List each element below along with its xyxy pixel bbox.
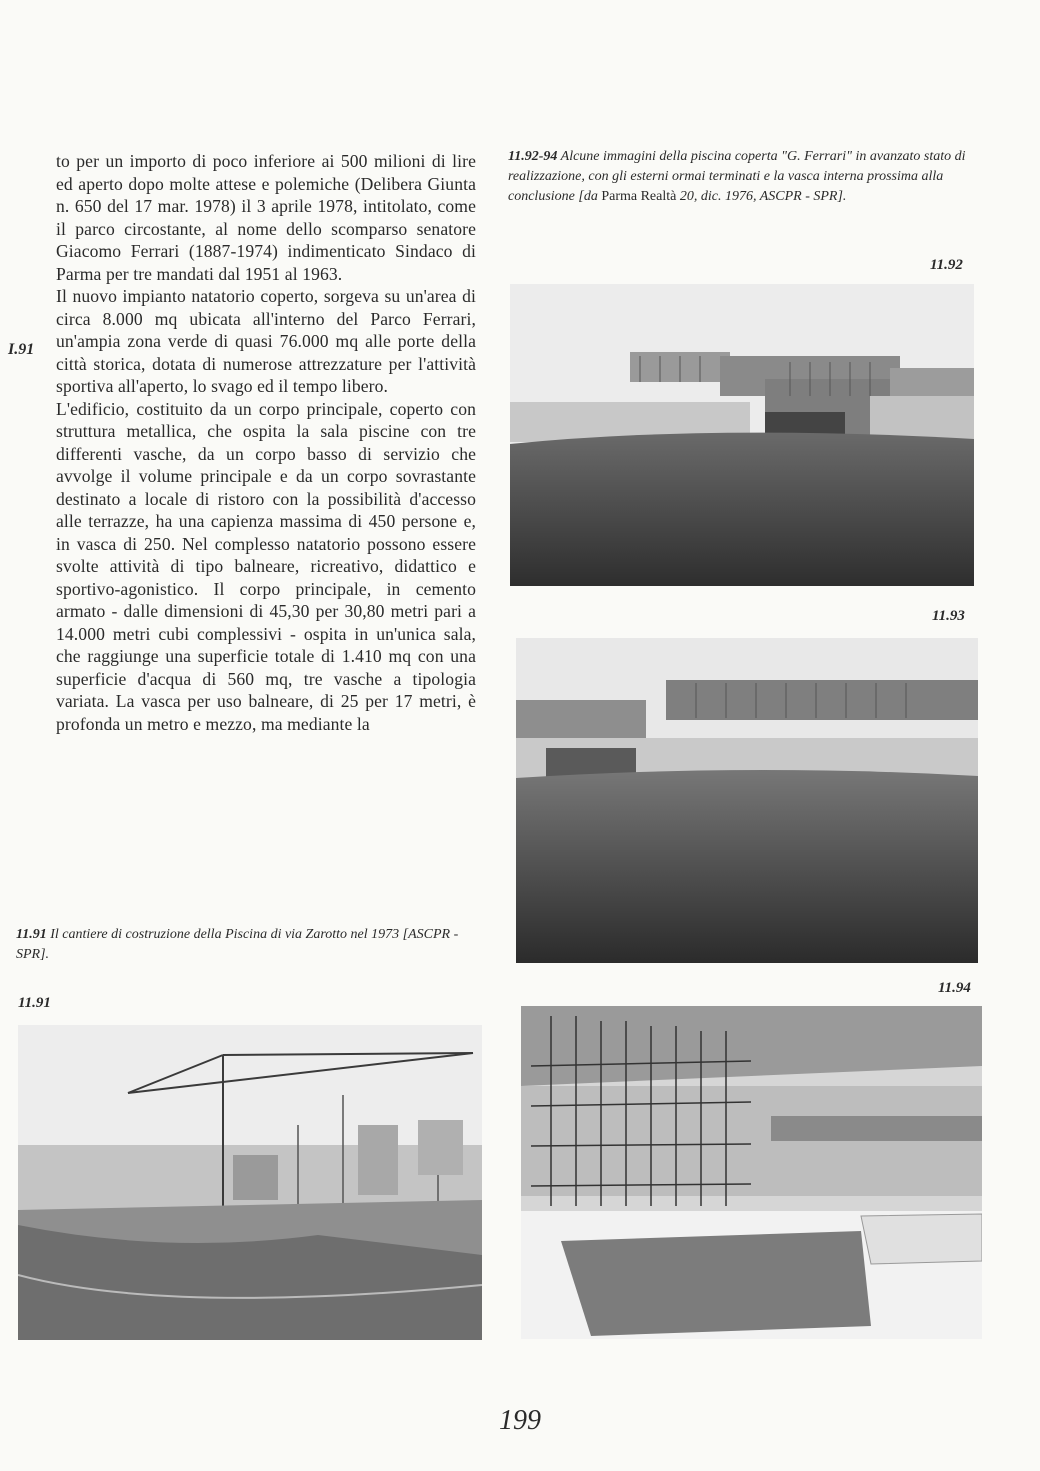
- caption-figure-91: [16, 925, 486, 965]
- figure-label-11-92: 11.92: [930, 257, 963, 273]
- caption-text: Alcune immagini della piscina coperta "G. Ferrari" in avanzato stato di realizzazione, con gli esterni ormai terminati e la vasca interna prossima alla conclusione [da: [508, 149, 966, 204]
- caption-text: Il cantiere di costruzione della Piscina di via Zarotto nel 1973 [ASCPR - SPR].: [16, 927, 459, 962]
- caption-source: Parma Realtà: [601, 189, 677, 204]
- caption-ref: 11.92-94: [508, 149, 558, 164]
- figure-label-11-93: 11.93: [932, 608, 965, 624]
- caption-text-end: 20, dic. 1976, ASCPR - SPR].: [676, 189, 847, 204]
- margin-figure-reference: I.91: [8, 341, 35, 358]
- caption-ref: 11.91: [16, 927, 47, 942]
- photo-pool-interior: [521, 1006, 982, 1339]
- body-paragraph: L'edificio, costituito da un corpo principale, coperto con struttura metallica, che ospita la sala piscine con tre differenti vasche, da un corpo basso di servizio che avvolge il volume principale e da un corpo sovrastante destinato a locale di ristoro con la possibilità d'accesso alle terrazze, ha una capienza massima di 450 persone e, in vasca di 250. Nel complesso natatorio possono essere svolte attività di tipo balneare, ricreativo, didattico e sportivo-agonistico. Il corpo principale, in cemento armato - dalle dimensioni di 45,30 per 30,80 metri pari a 14.000 metri cubi complessivi - ospita in un'unica sala, che raggiunge una superficie totale di 1.410 mq con una superficie d'acqua di 560 mq, tre vasche a tipologia variata. La vasca per uso balneare, di 25 per 17 metri, è profonda un metro e mezzo, ma mediante la: [56, 398, 476, 734]
- photo-pool-exterior-1: [510, 284, 974, 586]
- body-text: [56, 150, 476, 735]
- caption-figures-92-94: [508, 147, 973, 207]
- figure-label-11-91: 11.91: [18, 995, 51, 1011]
- body-paragraph: Il nuovo impianto natatorio coperto, sorgeva su un'area di circa 8.000 mq ubicata all'interno del Parco Ferrari, un'ampia zona verde di quasi 76.000 mq alle porte della città storica, dotata di numerose attrezzature per l'attività sportiva all'aperto, lo svago ed il tempo libero.: [56, 286, 476, 396]
- photo-construction-site: [18, 1025, 482, 1340]
- figure-label-11-94: 11.94: [938, 980, 971, 996]
- photo-pool-exterior-2: [516, 638, 978, 963]
- body-paragraph: to per un importo di poco inferiore ai 500 milioni di lire ed aperto dopo molte attese e polemiche (Delibera Giunta n. 650 del 17 mar. 1978) il 3 aprile 1978, intitolato, come il parco circostante, al nome dello scomparso senatore Giacomo Ferrari (1887-1974) indimenticato Sindaco di Parma per tre mandati dal 1951 al 1963.: [56, 151, 476, 284]
- page-number: 199: [499, 1405, 541, 1436]
